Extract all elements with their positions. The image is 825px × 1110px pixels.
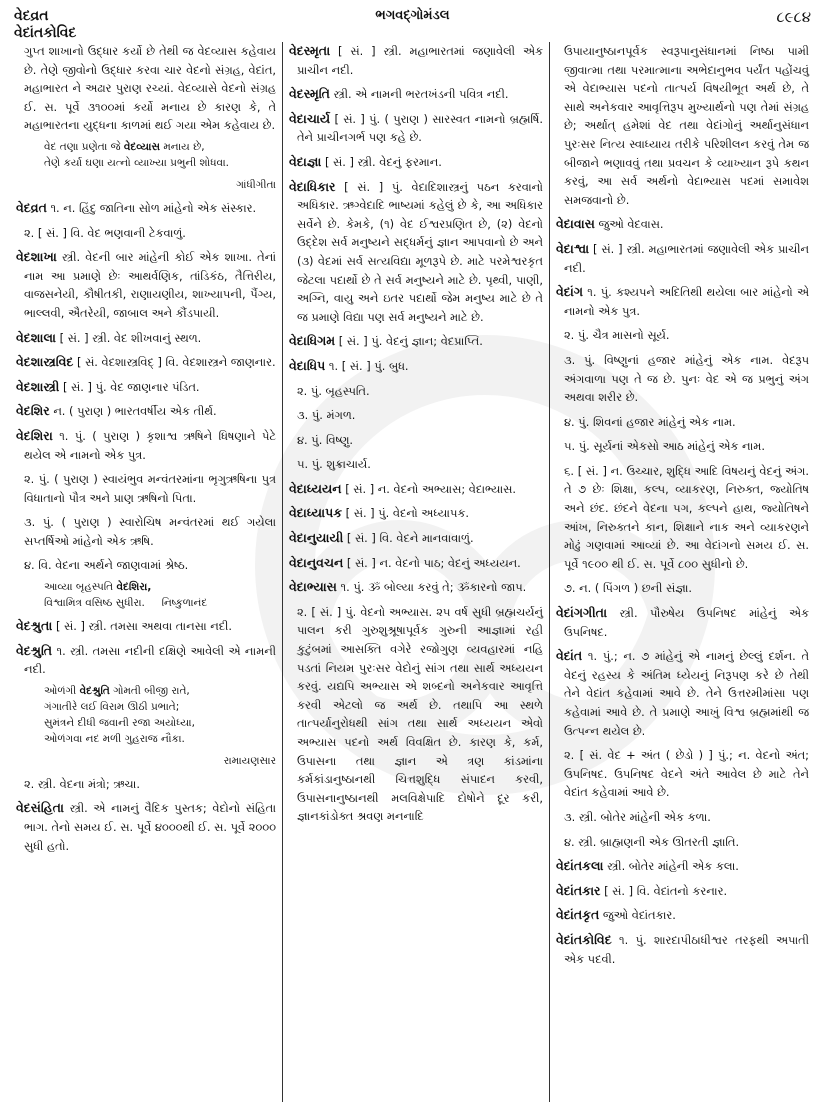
headword: વેદસંહિતા (16, 800, 64, 816)
dictionary-entry: વેદાશ્વા [ સં. ] સ્ત્રી. મહાભારતમાં જણાવેલી એક પ્રાચીન નદી. (556, 240, 809, 275)
headword: વેદશાલા (16, 329, 56, 345)
dictionary-entry: વેદશ્રુતિ ૧. સ્ત્રી. તમસા નદીની દક્ષિણે આવેલી એ નામની નદી. (16, 642, 276, 677)
dictionary-entry: વેદાધિગમ [ સં. ] પું. વેદનું જ્ઞાન; વેદપ્રાપ્તિ. (289, 333, 483, 349)
guide-word-last: વેદાંતકોવિદ (14, 25, 77, 41)
dictionary-entry: વેદશાસ્ત્રવિદ [ સં. વેદશાસ્ત્રવિદ્ ] વિ. વેદશાસ્ત્રને જાણનાર. (16, 354, 276, 370)
headword: વેદાશ્વા (556, 240, 590, 256)
quotation: વેદ તણા પ્રણેતા જે વેદવ્યાસ મનાય છે, તેણે કર્યા ઘણા યત્નો વ્યાખ્યા પ્રભુની શોધવા. (44, 140, 230, 169)
column-1 (10, 42, 282, 1102)
dictionary-entry: વેદસંહિતા સ્ત્રી. એ નામનું વૈદિક પુસ્તક; વેદોનો સંહિતા ભાગ. તેનો સમય ઈ. સ. પૂર્વે ૪૦૦૦થી ઈ. સ. પૂર્વે ૨૦૦૦ સુધી હતો. (16, 800, 276, 853)
guide-word-first: વેદવ્રત (14, 8, 49, 24)
headword: વેદાંતકાર (556, 882, 601, 898)
dictionary-entry: વેદાચાર્ય [ સં. ] પું. ( પુરાણ ) સારસ્વત નામનો બ્રહ્મર્ષિ. તેને પ્રાચીનગર્ભ પણ કહે છે. (289, 110, 543, 145)
headword: વેદસ્મૃતિ (289, 86, 330, 102)
quote-source: ગાંધીગીતા (236, 178, 276, 191)
sense: ૨. પું. બૃહસ્પતિ. (297, 383, 370, 398)
headword: વેદાવાસ (556, 216, 595, 232)
sense: ૩. પું. વિષ્ણુનાં હજાર માંહેનું એક નામ. વેદરૂપ અંગવાળા પણ તે જ છે. પુનઃ વેદ એ જ પ્રભુનું અંગ અથવા શરીર છે. (564, 352, 809, 405)
sense: ૩. સ્ત્રી. બોતેર માંહેની એક કળા. (564, 809, 711, 824)
headword: વેદાધિકાર (289, 178, 336, 194)
dictionary-entry: વેદાંત ૧. પું.; ન. ૭ માંહેનું એ નામનું છેલ્લું દર્શન. તે વેદનું રહસ્ય કે અંતિમ ધ્યેયનું નિરૂપણ કરે છે તેથી તેને વેદાંત કહેવામાં આવે છે. તેને ઉત્તરમીમાંસા પણ કહેવામાં આવે છે. તે પ્રમાણે આખું વિશ્વ બ્રહ્મમાંથી જ ઉત્પન્ન થયેલ છે. (556, 648, 809, 738)
headword: વેદાનુયાયી (289, 530, 344, 546)
headword: વેદાધ્યાપક (289, 505, 343, 521)
headword: વેદશિરા (16, 427, 53, 443)
headword: વેદાભ્યાસ (289, 579, 337, 595)
dictionary-entry: વેદવ્રત ૧. ન. હિંદુ જાતિના સોળ માંહેનો એક સંસ્કાર. (16, 199, 257, 215)
dictionary-entry: વેદશાલા [ સં. ] સ્ત્રી. વેદ શીખવાનું સ્થળ. (16, 329, 202, 345)
headword: વેદશ્રુતિ (16, 642, 53, 658)
headword: વેદશિર (16, 403, 50, 419)
sense: ૪. પું. શિવનાં હજાર માંહેનું એક નામ. (564, 414, 736, 429)
page-number: ૮૯૮૪ (776, 8, 811, 26)
headword: વેદાંગ (556, 284, 583, 300)
dictionary-entry: વેદાંતકૃત જુઓ વેદાંતકાર. (556, 907, 676, 923)
headword: વેદાંગગીતા (556, 605, 608, 621)
dictionary-entry: વેદશાખા સ્ત્રી. વેદની બાર માંહેની કોઈ એક શાખા. તેનાં નામ આ પ્રમાણે છેઃ આથર્વણિક, તાંડિકંઠ, તૈત્તિરીય, વાજસનેયી, કૌષીતકી, રાણાયણીય, શાખ્યાપની, પૈંગ્ય, ભાલ્લવી, ઐતરેયી, જાબાલ અને કૌંડપાયી. (16, 249, 276, 320)
dictionary-entry: વેદાધિકાર [ સં. ] પું. વેદાદિશાસ્ત્રનું પઠન કરવાનો અધિકાર. ઋગ્વેદાદિ ભાષ્યમાં કહેલું છે કે, આ અધિકાર સર્વેને છે. કેમકે, (૧) વેદ ઈશ્વરપ્રણિત છે, (૨) વેદનો ઉદ્દેશ સર્વ મનુષ્યને સદ્ધર્મનું જ્ઞાન આપવાનો છે અને (૩) વેદમાં સર્વ સત્યવિદ્યા મૂળરૂપે છે. માટે પરમેશ્વરકૃત જેટલા પદાર્થો છે તે સર્વ મનુષ્યને માટે છે. પૃથ્વી, પાણી, અગ્નિ, વાયુ અને ઇતર પદાર્થો જેમ મનુષ્ય માટે છે તે જ પ્રમાણે વિદ્યા પણ સર્વ મનુષ્યને માટે છે. (289, 178, 543, 324)
sense: ૨. [ સં. ] પું. વેદનો અભ્યાસ. ૨૫ વર્ષ સુધી બ્રહ્મચર્યનું પાલન કરી ગુરુશુશ્રૂષાપૂર્વક ગુરુની આજ્ઞામાં રહી કુટુંબમાં આસક્તિ વગેરે રજોગુણ વ્યવહારમાં નહિ પડતાં નિયમ પુરઃસર વેદોનું સાંગ તથા સાર્થ અધ્યયન કરવું. યદ્યપિ અભ્યાસ એ શબ્દનો અનેકવાર આવૃત્તિ કરવી એટલો જ અર્થ છે. તથાપિ આ સ્થળે તાત્પર્યાનુરોધથી સાંગ તથા સાર્થ અધ્યયન એવો અભ્યાસ પદનો અર્થ વિવક્ષિત છે. કારણ કે, કર્મ, ઉપાસના તથા જ્ઞાન એ ત્રણ કાંડમાંના કર્મકાંડાનુષ્ઠાનથી ચિત્તશુદ્ધિ સંપાદન કરવી, ઉપાસનાનુષ્ઠાનથી મલવિક્ષેપાદિ દોષોને દૂર કરી, જ્ઞાનકાંડોક્ત શ્રવણ મનનાદિ (297, 604, 543, 824)
dictionary-entry: વેદશિરા ૧. પું. ( પુરાણ ) કૃશાશ્વ ઋષિને ધિષણાને પેટે થયેલ એ નામનો એક પુત્ર. (16, 427, 276, 462)
sense: ૨. સ્ત્રી. વેદના મંત્રો; ઋચા. (24, 776, 140, 791)
dictionary-entry: વેદાનુયાયી [ સં. ] વિ. વેદને માનવાવાળું. (289, 530, 474, 546)
sense: ૭. ન. ( પિંગળ ) છની સંજ્ઞા. (564, 581, 693, 596)
continued-text: ગુપ્ત શાખાનો ઉદ્ધાર કર્યો છે તેથી જ વેદવ્યાસ કહેવાય છે. તેણે જીવોનો ઉદ્ધાર કરવા ચાર વેદનો સંગ્રહ, વેદાંત, મહાભારત ને અઢાર પુરાણ રચ્યાં. વેદવ્યાસે વેદનો સંગ્રહ ઈ. સ. પૂર્વે ૩૧૦૦માં કર્યો મનાય છે કારણ કે, તે મહાભારતના યુદ્ધના કાળમાં થઈ ગયા એમ કહેવાય છે. (24, 44, 276, 133)
dictionary-entry: વેદાંતકોવિદ ૧. પું. શારદાપીઠાધીશ્વર તરફથી અપાતી એક પદવી. (556, 931, 809, 966)
column-3 (550, 42, 815, 1102)
headword: વેદાધ્યયન (289, 480, 342, 496)
dictionary-entry: વેદશિર ન. ( પુરાણ ) ભારતવર્ષીય એક તીર્થ. (16, 403, 217, 419)
dictionary-entry: વેદશાસ્ત્રી [ સં. ] પું. વેદ જાણનાર પંડિત. (16, 378, 200, 394)
sense: ૪. પું. વિષ્ણુ. (297, 432, 354, 447)
headword: વેદાજ્ઞા (289, 153, 322, 169)
dictionary-entry: વેદસ્મૃતિ સ્ત્રી. એ નામની ભરતખંડની પવિત્ર નદી. (289, 86, 509, 102)
sense: ૩. પું. મંગળ. (297, 408, 356, 423)
headword: વેદાચાર્ય (289, 110, 331, 126)
headword: વેદાંતકલા (556, 858, 604, 874)
dictionary-entry: વેદાંતકાર [ સં. ] વિ. વેદાંતનો કરનાર. (556, 882, 728, 898)
dictionary-entry: વેદશ્રુતા [ સં. ] સ્ત્રી. તમસા અથવા તાનસા નદી. (16, 618, 232, 634)
sense: ૩. પું. ( પુરાણ ) સ્વારોચિષ મન્વંતરમાં થઈ ગયેલા સપ્તર્ષિઓ માંહેનો એક ઋષિ. (24, 515, 276, 548)
headword: વેદાંતકૃત (556, 907, 600, 923)
sense: ૨. પું. ( પુરાણ ) સ્વાયંભુવ મન્વંતરમાંના ભૃગુઋષિના પુત્ર વિધાતાનો પૌત્ર અને પ્રાણ ઋષિનો પિતા. (24, 472, 276, 505)
dictionary-entry: વેદાવાસ જુઓ વેદવાસ. (556, 216, 664, 232)
quotation: આવ્યા બૃહસ્પતિ વેદશિરા, વિશ્વામિત્ર વસિષ્ઠ સુધીરા. નિષ્કુળાનંદ (44, 581, 208, 610)
dictionary-entry: વેદસ્મૃતા [ સં. ] સ્ત્રી. મહાભારતમાં જણાવેલી એક પ્રાચીન નદી. (289, 43, 543, 77)
headword: વેદાધિગમ (289, 333, 336, 349)
dictionary-entry: વેદાંગ ૧. પું. કશ્યપને અદિતિથી થયેલા બાર માંહેનો એ નામનો એક પુત્ર. (556, 284, 809, 318)
dictionary-entry: વેદાજ્ઞા [ સં. ] સ્ત્રી. વેદનું ફરમાન. (289, 153, 442, 169)
headword: વેદશ્રુતા (16, 618, 53, 634)
quote-source: રામાયણસાર (223, 754, 276, 767)
headword: વેદવ્રત (16, 199, 47, 215)
dictionary-columns (10, 42, 815, 1102)
sense: ૪. વિ. વેદના અર્થને જાણવામાં શ્રેષ્ઠ. (24, 558, 189, 573)
dictionary-entry: વેદાધ્યાપક [ સં. ] પું. વેદનો અધ્યાપક. (289, 505, 470, 521)
sense: ૫. પું. શુક્રાચાર્ય. (297, 457, 371, 472)
dictionary-entry: વેદાધ્યયન [ સં. ] ન. વેદનો અભ્યાસ; વેદાભ્યાસ. (289, 480, 517, 496)
headword: વેદાધિપ (289, 357, 326, 373)
dictionary-entry: વેદાનુવચન [ સં. ] ન. વેદનો પાઠ; વેદનું અધ્યયન. (289, 554, 521, 570)
headword: વેદસ્મૃતા (289, 43, 331, 58)
headword: વેદાંત (556, 648, 583, 664)
headword: વેદાંતકોવિદ (556, 931, 612, 947)
headword: વેદશાખા (16, 249, 57, 265)
sense: ૬. [ સં. ] ન. ઉચ્ચાર, શુદ્ધિ આદિ વિષયનું વેદનું અંગ. તે ૭ છેઃ શિક્ષા, કલ્પ, વ્યાકરણ, નિરુક્ત, જ્યોતિષ અને છંદ. છંદને વેદના પગ, કલ્પને હાથ, જ્યોતિષને આંખ, નિરુક્તને કાન, શિક્ષાને નાક અને વ્યાકરણને મોઢું ગણવામાં આવ્યાં છે. આ વેદાંગનો સમય ઈ. સ. પૂર્વે ૧૯૦૦ થી ઈ. સ. પૂર્વે ૮૦૦ સુધીનો છે. (564, 463, 809, 571)
sense: ૨. [ સં. ] વિ. વેદ ભણવાની ટેકવાળું. (24, 225, 186, 240)
quotation: ઓળંગી વેદશ્રુતિ ગોમતી બીજી રાતે, ગંગાતીરે લઈ વિરામ ઊઠી પ્રભાતે; સુમંત્રને દીધી જવાની રજા અયોધ્યા, ઓળંગવા નદ મળી ગુહરાજ નૌકા. (44, 684, 195, 745)
headword: વેદાનુવચન (289, 554, 344, 570)
running-title: ભગવદ્ગોમંડલ (375, 8, 450, 23)
dictionary-entry: વેદાંતકલા સ્ત્રી. બોતેર માંહેની એક કલા. (556, 858, 739, 874)
sense: ૫. પું. સૂર્યનાં એકસો આઠ માંહેનું એક નામ. (564, 439, 765, 454)
dictionary-entry: વેદાધિપ ૧. [ સં. ] પું. બુધ. (289, 357, 409, 373)
headword: વેદશાસ્ત્રવિદ (16, 354, 74, 370)
sense: ૪. સ્ત્રી. બ્રાહ્મણની એક ઊતરતી જ્ઞાતિ. (564, 834, 740, 849)
headword: વેદશાસ્ત્રી (16, 378, 60, 394)
column-2 (282, 42, 550, 1102)
sense: ૨. પું. ચૈત્ર માસનો સૂર્ય. (564, 328, 670, 343)
continued-text: ઉપાયાનુષ્ઠાનપૂર્વક સ્વરૂપાનુસંધાનમાં નિષ્ઠા પામી જીવાત્મા તથા પરમાત્માના અભેદાનુભવ પર્યંત પહોંચવું એ વેદાભ્યાસ પદનો તાત્પર્ય વિષયીભૂત અર્થ છે, તે સાથે અનેકવાર આવૃત્તિરૂપ મુખ્યાર્થનો પણ તેમાં સંગ્રહ છે; અર્થાત્ હમેશાં વેદ તથા વેદાંગોનું અર્થાનુસંધાન પુરઃસર નિત્ય સ્વાધ્યાય તરીકે પરિશીલન કરવું તેમ જ બીજાને ભણાવવું તથા પ્રવચન કે વ્યાખ્યાન રૂપે કથન કરવું, આ સર્વ અર્થનો વેદાભ્યાસ પદમાં સમાવેશ સમજવાનો છે. (564, 44, 809, 207)
dictionary-entry: વેદાભ્યાસ ૧. પું. ૐ બોલ્યા કરવું તે; ૐકારનો જાપ. (289, 579, 527, 595)
dictionary-entry: વેદાંગગીતા સ્ત્રી. પૌરુષેય ઉપનિષદ માંહેનું એક ઉપનિષદ. (556, 605, 809, 639)
sense: ૨. [ સં. વેદ + અંત ( છેડો ) ] પું.; ન. વેદનો અંત; ઉપનિષદ. ઉપનિષદ વેદને અંતે આવેલ છે માટે તેને વેદાંત કહેવામાં આવે છે. (564, 748, 809, 800)
